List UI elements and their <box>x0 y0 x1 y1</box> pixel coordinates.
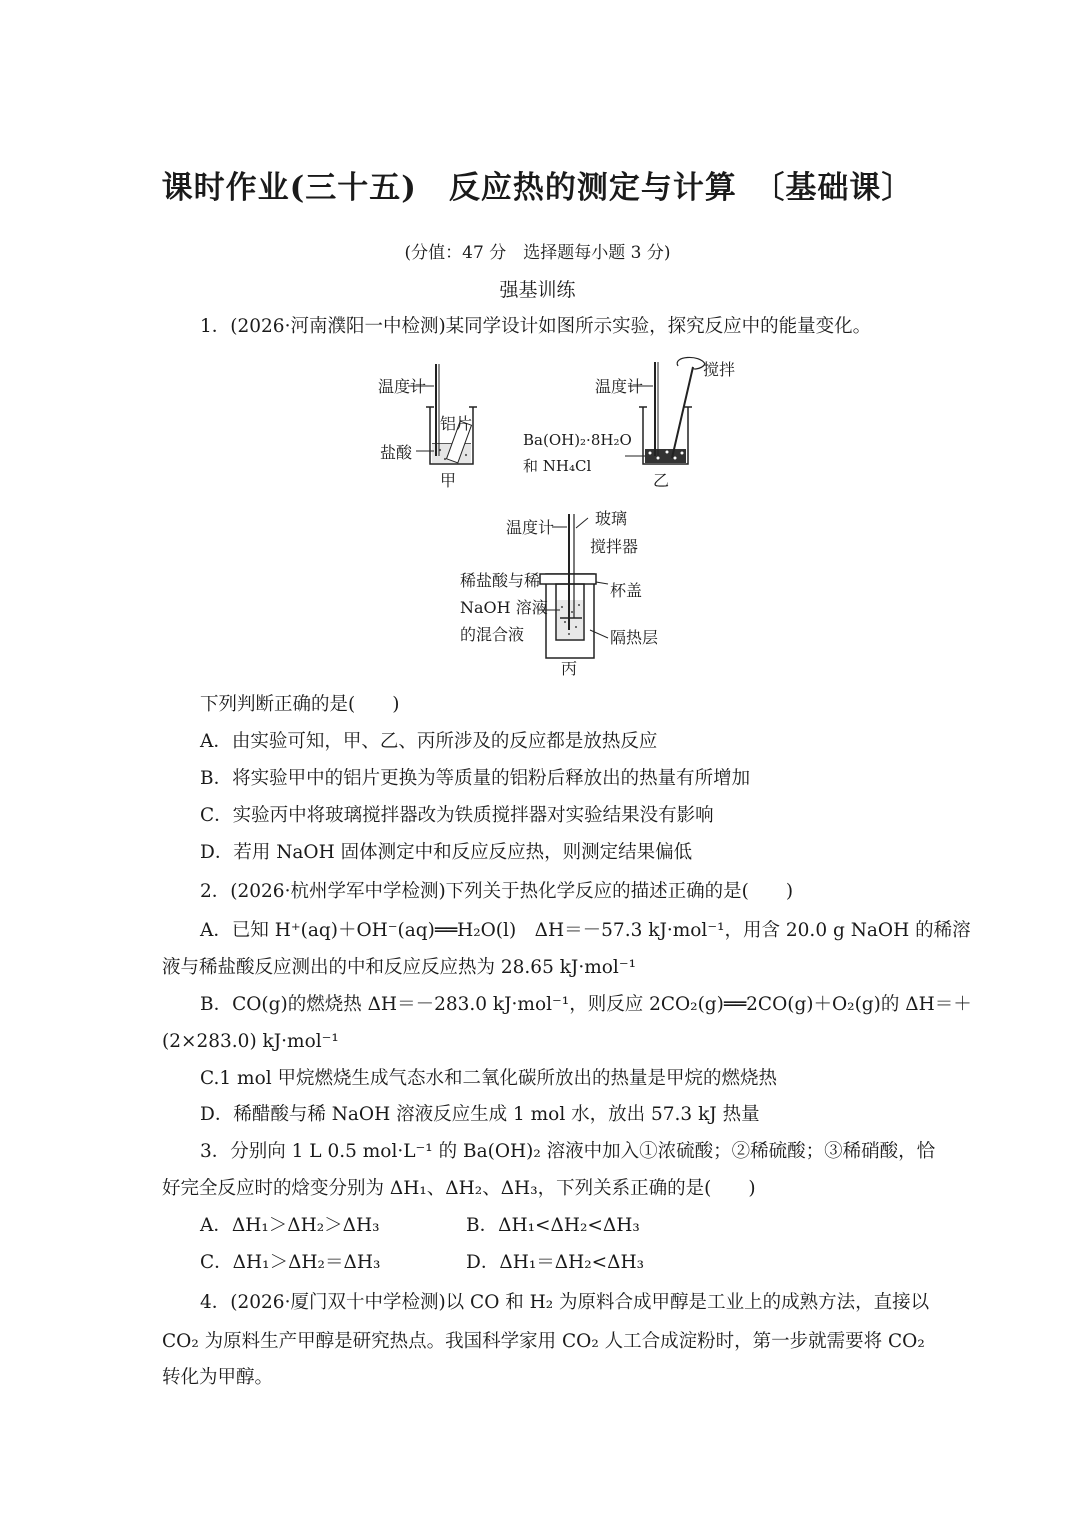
q1-stem: 1．(2026·河南濮阳一中检测)某同学设计如图所示实验，探究反应中的能量变化。 <box>200 316 872 337</box>
q1-option-d[interactable]: D．若用 NaOH 固体测定中和反应反应热，则测定结果偏低 <box>200 842 693 863</box>
label-bing-mix2: NaOH 溶液 <box>460 598 548 617</box>
q1-option-a[interactable]: A．由实验可知，甲、乙、丙所涉及的反应都是放热反应 <box>200 731 658 752</box>
caption-jia: 甲 <box>440 471 457 490</box>
q2-option-a-line1[interactable]: A．已知 H⁺(aq)＋OH⁻(aq)══H₂O(l) ΔH＝－57.3 kJ·mol⁻¹，用含 20.0 g NaOH 的稀溶 <box>200 920 971 941</box>
stir-rod-yi <box>672 367 693 458</box>
label-bing-glass2: 搅拌器 <box>590 537 639 556</box>
label-jia-acid: 盐酸 <box>380 443 413 462</box>
q2-option-a-line2: 液与稀盐酸反应测出的中和反应反应热为 28.65 kJ·mol⁻¹ <box>162 957 637 978</box>
caption-bing: 丙 <box>561 659 578 678</box>
q2-option-b-line2: (2×283.0) kJ·mol⁻¹ <box>162 1031 339 1052</box>
score-info: (分值：47 分 选择题每小题 3 分) <box>404 243 671 263</box>
label-jia-thermo: 温度计 <box>378 377 427 396</box>
q1-figure <box>360 352 760 682</box>
label-yi-reagent2: 和 NH₄Cl <box>523 457 592 475</box>
caption-yi: 乙 <box>653 471 670 490</box>
page-title: 课时作业(三十五) 反应热的测定与计算 〔基础课〕 <box>161 170 914 206</box>
q3-option-c[interactable]: C．ΔH₁＞ΔH₂＝ΔH₃ <box>200 1252 381 1273</box>
label-bing-insul: 隔热层 <box>610 628 659 647</box>
label-yi-reagent1: Ba(OH)₂·8H₂O <box>523 431 632 449</box>
q3-stem-line2: 好完全反应时的焓变分别为 ΔH₁、ΔH₂、ΔH₃，下列关系正确的是( ) <box>162 1178 756 1199</box>
label-yi-stir: 搅拌 <box>703 360 736 379</box>
q3-option-d[interactable]: D．ΔH₁＝ΔH₂<ΔH₃ <box>466 1252 645 1273</box>
q3-option-a[interactable]: A．ΔH₁＞ΔH₂＞ΔH₃ <box>200 1215 380 1236</box>
section-heading: 强基训练 <box>499 279 576 301</box>
q2-stem: 2．(2026·杭州学军中学检测)下列关于热化学反应的描述正确的是( ) <box>200 881 794 902</box>
label-jia-al: 铝片 <box>440 414 473 433</box>
q1-option-b[interactable]: B．将实验甲中的铝片更换为等质量的铝粉后释放出的热量有所增加 <box>200 768 751 789</box>
q1-ask: 下列判断正确的是( ) <box>200 694 400 715</box>
q2-option-d[interactable]: D．稀醋酸与稀 NaOH 溶液反应生成 1 mol 水，放出 57.3 kJ 热量 <box>200 1104 760 1125</box>
label-yi-thermo: 温度计 <box>595 377 644 396</box>
label-bing-glass1: 玻璃 <box>595 509 628 528</box>
q3-stem-line1: 3．分别向 1 L 0.5 mol·L⁻¹ 的 Ba(OH)₂ 溶液中加入①浓硫酸；②稀硫酸；③稀硝酸，恰 <box>200 1141 936 1162</box>
q4-line1: 4．(2026·厦门双十中学检测)以 CO 和 H₂ 为原料合成甲醇是工业上的成熟方法，直接以 <box>200 1292 930 1313</box>
q4-line2: CO₂ 为原料生产甲醇是研究热点。我国科学家用 CO₂ 人工合成淀粉时，第一步就需要将 CO₂ <box>162 1331 925 1352</box>
label-bing-mix1: 稀盐酸与稀 <box>460 571 541 590</box>
q1-option-c[interactable]: C．实验丙中将玻璃搅拌器改为铁质搅拌器对实验结果没有影响 <box>200 805 714 826</box>
q2-option-c[interactable]: C.1 mol 甲烷燃烧生成气态水和二氧化碳所放出的热量是甲烷的燃烧热 <box>200 1068 778 1089</box>
label-bing-lid: 杯盖 <box>610 581 643 600</box>
label-bing-thermo: 温度计 <box>506 518 555 537</box>
q3-option-b[interactable]: B．ΔH₁<ΔH₂<ΔH₃ <box>466 1215 640 1236</box>
q2-option-b-line1[interactable]: B．CO(g)的燃烧热 ΔH＝－283.0 kJ·mol⁻¹，则反应 2CO₂(g)══2CO(g)＋O₂(g)的 ΔH＝＋ <box>200 994 972 1015</box>
label-bing-mix3: 的混合液 <box>460 625 525 644</box>
q4-line3: 转化为甲醇。 <box>162 1367 274 1388</box>
